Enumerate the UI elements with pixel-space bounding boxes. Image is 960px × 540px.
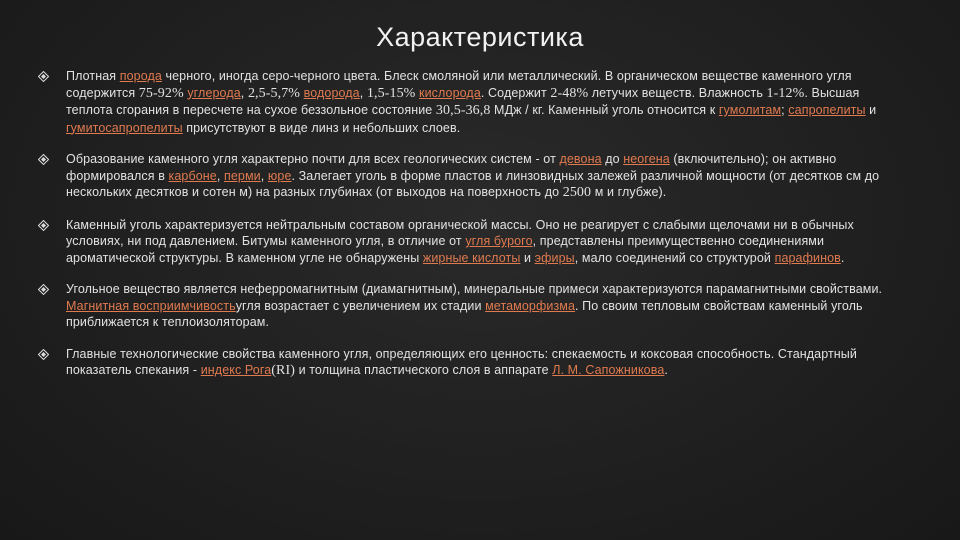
diamond-bullet-icon (38, 349, 49, 360)
text-run: , представлены преимущественно соединениями ароматической структуры. В каменном угле не обнаружены (66, 234, 825, 265)
text-run: , (359, 85, 367, 100)
bullet-list (38, 68, 908, 395)
term-link[interactable]: угля бурого (465, 234, 533, 248)
text-run: , (240, 85, 248, 100)
term-link[interactable]: парафинов (774, 250, 841, 265)
text-run: угля возрастает с увеличением их стадии (235, 298, 486, 313)
diamond-bullet-icon (38, 154, 49, 165)
text-run: Каменный уголь характеризуется нейтральным составом органической массы. Оно не реагирует с слабыми щелочами ни в обычных условиях, ни под давлением. Битумы каменного угля, в отличие от (66, 217, 854, 248)
text-run: , мало соединений со структурой (574, 250, 775, 265)
text-run: и (520, 250, 535, 265)
term-link[interactable]: гумолитам (718, 103, 782, 117)
text-run: , (260, 168, 268, 183)
diamond-bullet-icon (38, 284, 49, 295)
slide-title: Характеристика (376, 22, 584, 52)
term-link[interactable]: Л. М. Сапожникова (552, 363, 665, 377)
diamond-bullet-icon (38, 220, 49, 231)
term-link[interactable]: порода (119, 69, 162, 83)
bullet-text (66, 282, 882, 329)
text-run: ; (781, 103, 789, 117)
text-run: Угольное вещество является неферромагнитным (диамагнитным), минеральные примеси характеризуются парамагнитными свойствами. (66, 282, 883, 296)
bullet-item (38, 346, 908, 380)
numeric-value: 2500 (562, 185, 592, 200)
text-run: м и глубже). (591, 185, 667, 199)
text-run: летучих веществ. Влажность (588, 85, 767, 100)
numeric-value: 2,5-5,7% (247, 85, 301, 101)
bullet-text (66, 347, 857, 378)
term-link[interactable]: Магнитная восприимчивость (66, 298, 236, 313)
term-link[interactable]: перми (224, 168, 261, 183)
text-run: . Залегает уголь в форме пластов и линзовидных залежей различной мощности (от десятков см до нескольких десятков и сотен м) на разных глубинах (от выходов на поверхность до (66, 168, 880, 199)
text-run: . По своим тепловым свойствам каменный уголь приближается к теплоизоляторам. (66, 298, 863, 329)
bullet-item (38, 217, 908, 267)
term-link[interactable]: индекс Рога (200, 363, 272, 377)
bullet-text (66, 69, 876, 135)
text-run: Образование каменного угля характерно почти для всех геологических систем - от (66, 152, 560, 166)
bullet-text (66, 218, 854, 265)
numeric-value: 2-48% (550, 85, 589, 101)
text-run: . (664, 363, 668, 377)
numeric-value: 30,5-36,8 (435, 103, 491, 118)
bullet-item (38, 68, 908, 136)
text-run: присутствуют в виде линз и небольших слоев. (182, 120, 461, 135)
numeric-value: 1,5-15% (366, 85, 416, 101)
term-link[interactable]: сапропелиты (788, 103, 866, 117)
numeric-value: 1-12% (766, 85, 805, 101)
text-run: . Содержит (480, 85, 551, 100)
term-link[interactable]: юре (267, 168, 292, 183)
term-link[interactable]: кислорода (419, 85, 481, 100)
numeric-value: 75-92% (138, 85, 184, 101)
term-link[interactable]: неогена (623, 152, 670, 166)
term-link[interactable]: метаморфизма (485, 298, 576, 313)
diamond-bullet-icon (38, 71, 49, 82)
text-run: , (216, 168, 225, 183)
numeric-value: (RI) (271, 363, 295, 378)
term-link[interactable]: эфиры (534, 250, 575, 265)
text-run: МДж / кг. Каменный уголь относится к (490, 103, 719, 117)
term-link[interactable]: карбоне (168, 168, 217, 183)
text-run: Плотная (66, 69, 120, 83)
text-run: . (840, 250, 845, 265)
text-run: и толщина пластического слоя в аппарате (295, 363, 553, 377)
term-link[interactable]: углерода (187, 85, 241, 100)
bullet-text (66, 152, 879, 199)
text-run: (включительно); он активно формировался в (66, 152, 837, 183)
text-run: до (601, 152, 624, 166)
term-link[interactable]: девона (559, 152, 602, 166)
term-link[interactable]: жирные кислоты (422, 250, 521, 265)
term-link[interactable]: гумитосапропелиты (66, 120, 183, 135)
bullet-item (38, 151, 908, 202)
text-run: Главные технологические свойства каменного угля, определяющих его ценность: спекаемость и коксовая способность. Стандартный показатель спекания - (66, 346, 857, 377)
bullet-item (38, 281, 908, 331)
text-run: и (865, 103, 877, 117)
text-run: . Высшая теплота сгорания в пересчете на сухое беззольное состояние (66, 85, 860, 117)
text-run: черного, иногда серо-черного цвета. Блеск смоляной или металлический. В органическом веществе каменного угля содержится (66, 69, 852, 100)
term-link[interactable]: водорода (303, 85, 360, 100)
